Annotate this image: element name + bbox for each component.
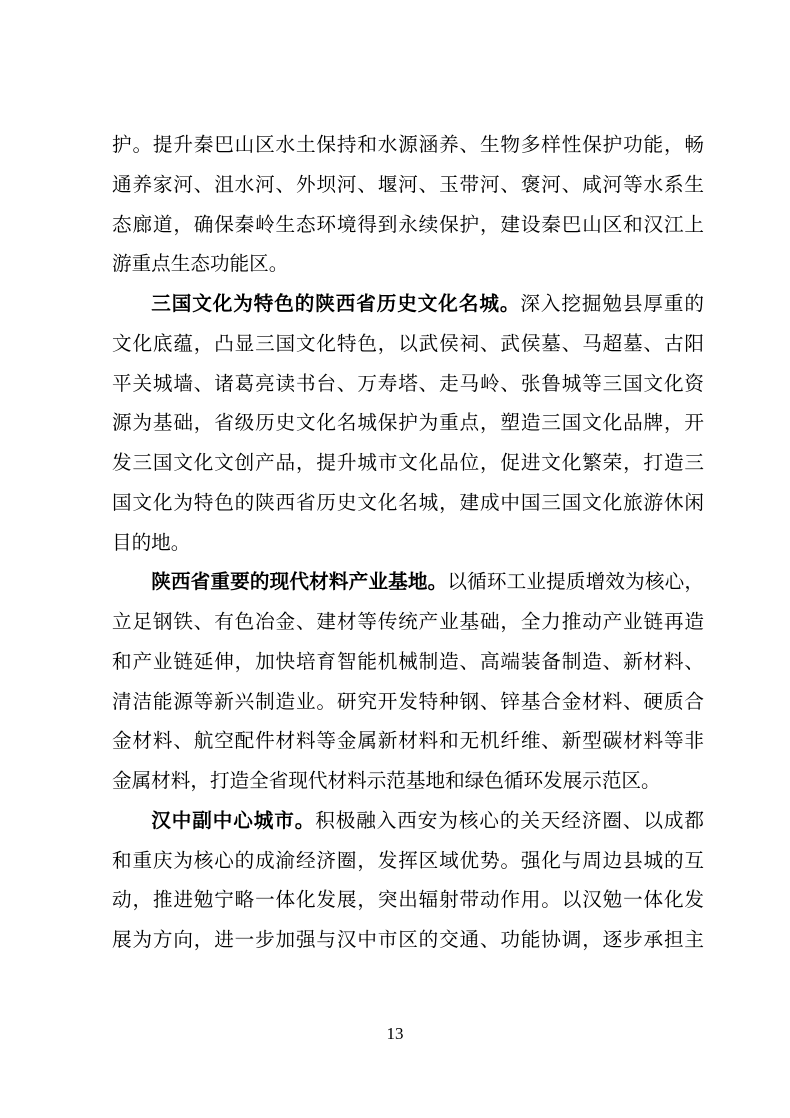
text-block xyxy=(112,126,704,961)
line-text: 展为方向，进一步加强与汉中市区的交通、功能协调，逐步承担主 xyxy=(112,930,704,951)
text-line xyxy=(112,206,704,246)
line-text: 清洁能源等新兴制造业。研究开发特种钢、锌基合金材料、硬质合 xyxy=(112,691,704,713)
line-text: 平关城墙、诸葛亮读书台、万寿塔、走马岭、张鲁城等三国文化资 xyxy=(112,373,704,395)
line-text: 立足钢铁、有色冶金、建材等传统产业基础，全力推动产业链再造 xyxy=(112,612,704,633)
line-text: 深入挖掘勉县厚重的 xyxy=(520,294,705,315)
text-line xyxy=(112,404,704,444)
line-text: 金材料、航空配件材料等金属新材料和无机纤维、新型碳材料等非 xyxy=(112,731,704,753)
line-text: 积极融入西安为核心的关天经济圈、以成都 xyxy=(315,810,705,832)
line-text: 国文化为特色的陕西省历史文化名城，建成中国三国文化旅游休闲 xyxy=(112,492,704,514)
text-line xyxy=(112,762,704,802)
line-text: 和产业链延伸，加快培育智能机械制造、高端装备制造、新材料、 xyxy=(112,651,704,673)
paragraph-heading: 三国文化为特色的陕西省历史文化名城。 xyxy=(151,294,521,315)
text-line xyxy=(112,484,704,524)
paragraph-heading: 陕西省重要的现代材料产业基地。 xyxy=(151,572,448,594)
paragraph xyxy=(112,285,704,563)
text-line xyxy=(112,325,704,365)
paragraph xyxy=(112,802,704,961)
page-number: 13 xyxy=(386,1024,404,1043)
text-line xyxy=(112,842,704,882)
line-text: 目的地。 xyxy=(112,532,191,554)
line-text: 游重点生态功能区。 xyxy=(112,254,289,276)
text-line xyxy=(112,166,704,206)
text-line xyxy=(112,683,704,723)
line-text: 动，推进勉宁略一体化发展，突出辐射带动作用。以汉勉一体化发 xyxy=(112,890,704,912)
text-line xyxy=(112,563,704,603)
paragraph xyxy=(112,126,704,285)
line-text: 金属材料，打造全省现代材料示范基地和绿色循环发展示范区。 xyxy=(112,771,661,792)
text-line xyxy=(112,524,704,564)
line-text: 和重庆为核心的成渝经济圈，发挥区域优势。强化与周边县城的互 xyxy=(112,850,704,872)
paragraph-heading: 汉中副中心城市。 xyxy=(151,810,316,832)
text-line xyxy=(112,126,704,166)
line-text: 源为基础，省级历史文化名城保护为重点，塑造三国文化品牌，开 xyxy=(112,413,704,435)
text-line xyxy=(112,365,704,405)
line-text: 护。提升秦巴山区水土保持和水源涵养、生物多样性保护功能，畅 xyxy=(112,135,704,156)
text-line xyxy=(112,603,704,643)
paragraph xyxy=(112,563,704,802)
line-text: 态廊道，确保秦岭生态环境得到永续保护，建设秦巴山区和汉江上 xyxy=(112,214,704,236)
text-line xyxy=(112,722,704,762)
text-line xyxy=(112,285,704,325)
text-line xyxy=(112,921,704,961)
line-text: 发三国文化文创产品，提升城市文化品位，促进文化繁荣，打造三 xyxy=(112,453,704,474)
text-line xyxy=(112,881,704,921)
text-line xyxy=(112,643,704,683)
text-line xyxy=(112,444,704,484)
line-text: 文化底蕴，凸显三国文化特色，以武侯祠、武侯墓、马超墓、古阳 xyxy=(112,333,704,355)
line-text: 通养家河、沮水河、外坝河、堰河、玉带河、褒河、咸河等水系生 xyxy=(112,174,704,196)
line-text: 以循环工业提质增效为核心， xyxy=(447,572,705,594)
text-line xyxy=(112,245,704,285)
text-line xyxy=(112,802,704,842)
